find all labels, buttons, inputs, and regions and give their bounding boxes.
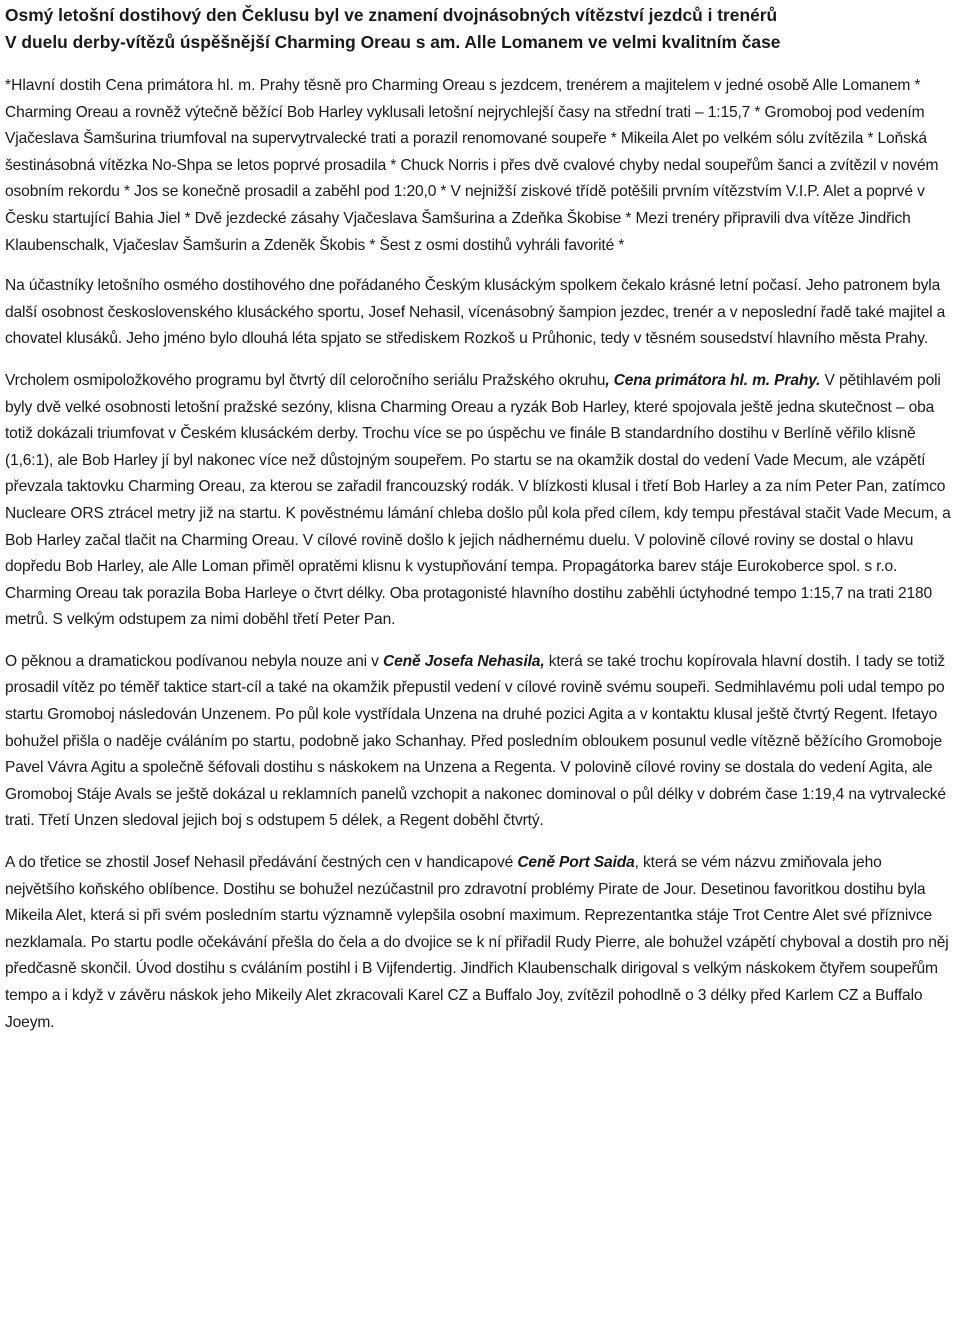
summary-lead: *Hlavní dostih Cena primátora hl. m. (5, 77, 256, 94)
summary-text: Prahy těsně pro Charming Oreau s jezdcem, trenérem a majitelem v jedné osobě Alle Lomanem * Charming Oreau a rovněž výtečně běžící Bob Harley vyklusali letošní nejrychlejší časy na střední trati – 1:15,7 * Gromoboj pod vedením Vjačeslava Šamšurina triumfoval na supervytrvalecké trati a porazil renomované soupeře * Mikeila Alet po velkém sólu zvítězila * Loňská šestinásobná vítězka No-Shpa se letos poprvé prosadila * Chuck Norris i přes dvě cvalové chyby nedal soupeřům šanci a zvítězil v novém osobním rekordu * Jos se konečně prosadil a zaběhl pod 1:20,0 * V nejnižší ziskové třídě potěšili prvním vítězstvím V.I.P. Alet a poprvé v Česku startující Bahia Jiel * Dvě jezdecké zásahy Vjačeslava Šamšurina a Zdeňka Škobise * Mezi trenéry připravili dva vítěze Jindřich Klaubenschalk, Vjačeslav Šamšurin a Zdeněk Škobis * Šest z osmi dostihů vyhráli favorité * (5, 77, 939, 254)
headline-line-2: V duelu derby-vítězů úspěšnější Charming Oreau s am. Alle Lomanem ve velmi kvalitním čase (5, 32, 781, 52)
paragraph-main-race-text: V pětihlavém poli byly dvě velké osobnosti letošní pražské sezóny, klisna Charming Oreau a ryzák Bob Harley, které spojovala ještě jedna skutečnost – oba totiž dokázali triumfovat v Českém klusáckém derby. Trochu více se po úspěchu ve finále B standardního dostihu v Berlíně věřilo klisně (1,6:1), ale Bob Harley jí byl nakonec více než důstojným soupeřem. Po startu se na okamžik dostal do vedení Vade Mecum, ale vzápětí převzala taktovku Charming Oreau, za kterou se zařadil francouzský rodák. V blízkosti klusal i třetí Bob Harley a za ním Peter Pan, zatímco Nucleare ORS ztrácel metry již na startu. K pověstnému lámání chleba došlo půl kola před cílem, kdy tempu přestával stačit Vade Mecum, a Bob Harley začal tlačit na Charming Oreau. V cílové rovině došlo k jejich nádhernému duelu. V polovině cílové roviny se dostal o hlavu dopředu Bob Harley, ale Alle Loman přiměl opratěmi klisnu k vystupňování tempa. Propagátorka barev stáje Eurokoberce spol. s r.o. Charming Oreau tak porazila Boba Harleye o čtvrt délky. Oba protagonisté hlavního dostihu zaběhli úctyhodné tempo 1:15,7 na trati 2180 metrů. S velkým odstupem za nimi doběhl třetí Peter Pan. (5, 371, 951, 629)
paragraph-port-said-race (5, 850, 952, 1036)
race-name-cena-port-saida: Ceně Port Saida (517, 854, 635, 872)
summary-paragraph (5, 73, 952, 259)
paragraph-intro-text: Na účastníky letošního osmého dostihového dne pořádaného Českým klusáckým spolkem čekalo krásné letní počasí. Jeho patronem byla další osobnost československého klusáckého sportu, Josef Nehasil, vícenásobný šampion jezdec, trenér a v neposlední řadě také majitel a chovatel klusáků. Jeho jméno bylo dlouhá léta spjato se střediskem Rozkoš u Průhonic, tedy v těsném sousedství hlavního města Prahy. (5, 277, 946, 348)
article-headline (5, 2, 952, 56)
paragraph-main-race (5, 368, 952, 634)
race-name-cena-primatora: , Cena primátora hl. m. Prahy. (605, 371, 821, 389)
headline-line-1: Osmý letošní dostihový den Čeklusu byl ve znamení dvojnásobných vítězství jezdců i trenérů (5, 5, 778, 25)
paragraph-nehasil-text: která se také trochu kopírovala hlavní dostih. I tady se totiž prosadil vítěz po téměř taktice start-cíl a také na okamžik přepustil vedení v cílové rovině svému soupeři. Sedmihlavému poli udal tempo po startu Gromoboj následován Unzenem. Po půl kole vystřídala Unzena na druhé pozici Agita a v kontaktu klusal ještě čtvrtý Regent. Ifetayo bohužel přišla o naděje cváláním po startu, podobně jako Schanhay. Před posledním obloukem posunul vedle vítězně běžícího Gromoboje Pavel Vávra Agitu a společně šéfovali dostihu s náskokem na Unzena a Regenta. V polovině cílové roviny se dostala do vedení Agita, ale Gromoboj Stáje Avals se ještě dokázal u reklamních panelů vzchopit a nakonec dominoval o půl délky v dobrém čase 1:19,4 na vytrvalecké trati. Třetí Unzen sledoval jejich boj s odstupem 5 délek, a Regent doběhl čtvrtý. (5, 652, 946, 830)
paragraph-main-race-lead: Vrcholem osmipoložkového programu byl čtvrtý díl celoročního seriálu Pražského okruhu (5, 371, 606, 389)
race-name-cena-nehasila: Ceně Josefa Nehasila, (382, 652, 545, 670)
paragraph-intro (5, 273, 952, 353)
paragraph-port-said-lead: A do třetice se zhostil Josef Nehasil předávání čestných cen v handicapové (5, 854, 518, 872)
paragraph-nehasil-lead: O pěknou a dramatickou podívanou nebyla nouze ani v (5, 652, 383, 670)
paragraph-nehasil-race (5, 649, 952, 835)
paragraph-port-said-text: , která se vém názvu zmiňovala jeho největšího koňského oblíbence. Dostihu se bohužel nezúčastnil pro zdravotní problémy Pirate de Jour. Desetinou favoritkou dostihu byla Mikeila Alet, která si při svém posledním startu významně vylepšila osobní maximum. Reprezentantka stáje Trot Centre Alet své příznivce nezklamala. Po startu podle očekávání přešla do čela a do dvojice se k ní přiřadil Rudy Pierre, ale bohužel vzápětí chyboval a dostih pro něj předčasně skončil. Úvod dostihu s cváláním postihl i B Vijfendertig. Jindřich Klaubenschalk dirigoval s velkým náskokem čtyřem soupeřům tempo a i když v závěru náskok jeho Mikeily Alet zkracovali Karel CZ a Buffalo Joy, zvítězil pohodlně o 3 délky před Karlem CZ a Buffalo Joeym. (5, 854, 949, 1031)
